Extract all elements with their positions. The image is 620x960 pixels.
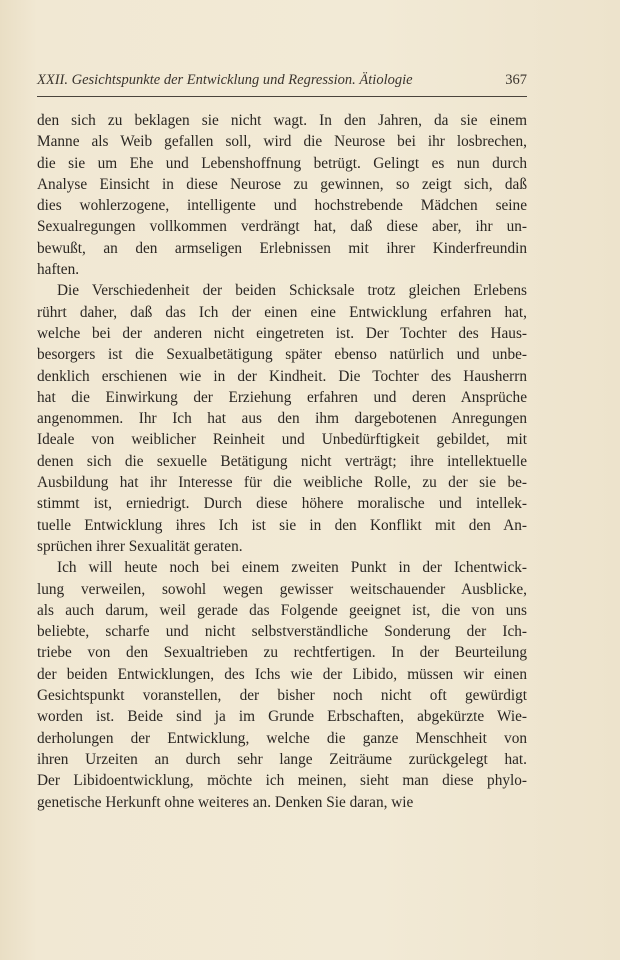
text-line: die sie um Ehe und Lebenshoffnung betrügt. Gelingt es nun durch bbox=[37, 154, 527, 172]
text-line: besorgers ist die Sexualbetätigung später ebenso natürlich und unbe- bbox=[37, 346, 527, 364]
paragraph bbox=[37, 557, 527, 813]
text-line: stimmt ist, erniedrigt. Durch diese höhere moralische und intellek- bbox=[37, 495, 527, 513]
text-line: worden ist. Beide sind ja im Grunde Erbschaften, abgekürzte Wie- bbox=[37, 708, 527, 726]
header-rule bbox=[37, 96, 527, 97]
text-line: Gesichtspunkt voranstellen, der bisher noch nicht oft gewürdigt bbox=[37, 687, 527, 705]
text-line: sprüchen ihrer Sexualität geraten. bbox=[37, 537, 243, 555]
running-header bbox=[37, 72, 527, 89]
paragraph bbox=[37, 280, 527, 557]
text-line: Ausbildung hat ihr Interesse für die weibliche Rolle, zu der sie be- bbox=[37, 474, 527, 492]
text-line: genetische Herkunft ohne weiteres an. Denken Sie daran, wie bbox=[37, 793, 414, 811]
text-line: triebe von den Sexualtrieben zu rechtfertigen. In der Beurteilung bbox=[37, 644, 527, 662]
text-line: denen sich die sexuelle Betätigung nicht verträgt; ihre intellektuelle bbox=[37, 452, 527, 470]
text-line: Ideale von weiblicher Reinheit und Unbedürftigkeit gebildet, mit bbox=[37, 431, 527, 449]
text-line: Die Verschiedenheit der beiden Schicksale trotz gleichen Erlebens bbox=[57, 282, 527, 300]
text-line: tuelle Entwicklung ihres Ich ist sie in den Konflikt mit den An- bbox=[37, 516, 527, 534]
text-line: dies wohlerzogene, intelligente und hochstrebende Mädchen seine bbox=[37, 197, 527, 215]
text-line: als auch darum, weil gerade das Folgende geeignet ist, die von uns bbox=[37, 601, 527, 619]
text-line: den sich zu beklagen sie nicht wagt. In den Jahren, da sie einem bbox=[37, 112, 527, 129]
text-line: beliebte, scharfe und nicht selbstverständliche Sonderung der Ich- bbox=[37, 623, 527, 641]
paragraph bbox=[37, 110, 527, 280]
text-line: Sexualregungen vollkommen verdrängt hat, daß diese aber, ihr un- bbox=[37, 218, 527, 236]
text-line: Der Libidoentwicklung, möchte ich meinen, sieht man diese phylo- bbox=[37, 772, 527, 790]
text-line: Analyse Einsicht in diese Neurose zu gewinnen, so zeigt sich, daß bbox=[37, 175, 527, 193]
text-line: denklich erschienen wie in der Kindheit. Die Tochter des Hausherrn bbox=[37, 367, 527, 385]
text-line: hat die Einwirkung der Erziehung erfahren und deren Ansprüche bbox=[37, 388, 527, 406]
text-line: bewußt, an den armseligen Erlebnissen mit ihrer Kinderfreundin bbox=[37, 239, 527, 257]
text-line: Manne als Weib gefallen soll, wird die Neurose bei ihr losbrechen, bbox=[37, 133, 527, 151]
text-line: haften. bbox=[37, 261, 80, 279]
text-line: angenommen. Ihr Ich hat aus den ihm dargebotenen Anregungen bbox=[37, 410, 527, 428]
text-line: der beiden Entwicklungen, des Ichs wie der Libido, müssen wir einen bbox=[37, 665, 527, 683]
text-line: Ich will heute noch bei einem zweiten Punkt in der Ichentwick- bbox=[57, 559, 527, 577]
text-line: lung verweilen, sowohl wegen gewisser weitschauender Ausblicke, bbox=[37, 580, 527, 598]
body-text bbox=[37, 110, 527, 813]
page-number: 367 bbox=[505, 72, 527, 88]
running-title: XXII. Gesichtspunkte der Entwicklung und Regression. Ätiologie bbox=[37, 72, 413, 88]
text-line: welche bei der anderen nicht eingetreten ist. Der Tochter des Haus- bbox=[37, 324, 527, 342]
text-line: rührt daher, daß das Ich der einen eine Entwicklung erfahren hat, bbox=[37, 303, 527, 321]
text-line: derholungen der Entwicklung, welche die ganze Menschheit von bbox=[37, 729, 527, 747]
text-line: ihren Urzeiten an durch sehr lange Zeiträume zurückgelegt hat. bbox=[37, 750, 527, 768]
